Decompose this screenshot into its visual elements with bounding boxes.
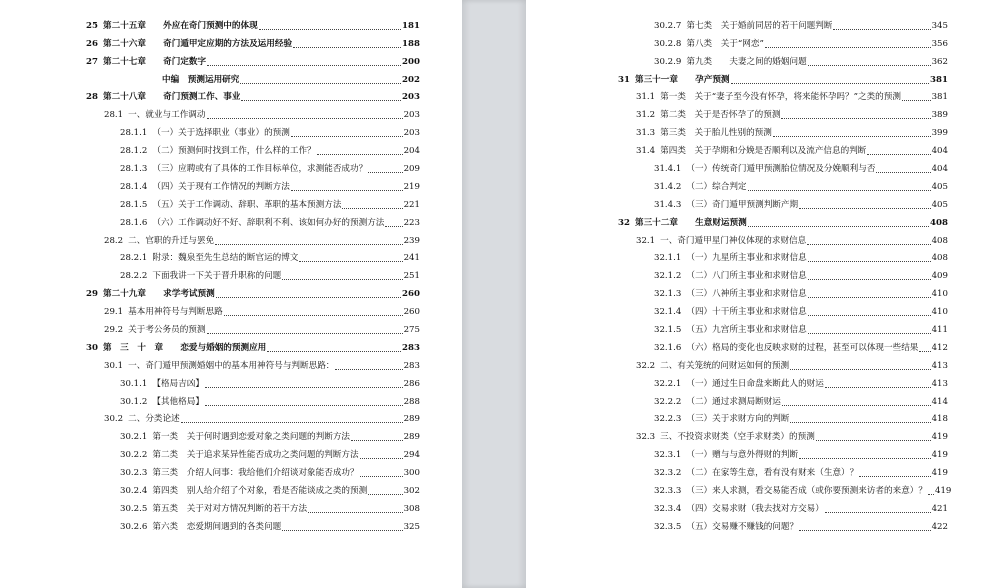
toc-dot-leader <box>833 20 930 30</box>
toc-entry-title: （四）关于现有工作情况的判断方法 <box>152 181 290 192</box>
toc-entry-number: 32.3.5 <box>654 521 682 532</box>
toc-entry[interactable] <box>86 193 420 211</box>
toc-page-left <box>0 0 462 588</box>
toc-entry[interactable] <box>86 425 420 443</box>
toc-entry-number: 31.1 <box>636 92 656 103</box>
toc-entry-number: 28.1.6 <box>120 217 148 228</box>
toc-entry-title: （五）交易赚不赚钱的问题？ <box>686 521 799 532</box>
toc-entry[interactable] <box>86 139 420 157</box>
toc-dot-leader <box>825 503 931 513</box>
toc-dot-leader <box>731 74 930 84</box>
toc-entry[interactable] <box>86 264 420 282</box>
toc-entry[interactable] <box>618 282 948 300</box>
toc-dot-leader <box>368 485 402 495</box>
toc-entry[interactable] <box>618 14 948 32</box>
toc-entry-page-number: 239 <box>403 235 420 246</box>
toc-entry-page-number: 412 <box>931 342 948 353</box>
toc-entry-title: 第三十二章 生意财运预测 <box>634 217 747 228</box>
toc-entry-number: 28.2.2 <box>120 271 148 282</box>
toc-entry-title: 第三类 介绍人问事：我给他们介绍谈对象能否成功？ <box>152 468 359 479</box>
toc-dot-leader <box>928 485 934 495</box>
toc-entry-page-number: 410 <box>931 307 948 318</box>
toc-entry[interactable] <box>618 318 948 336</box>
toc-entry-page-number: 209 <box>403 164 420 175</box>
toc-dot-leader <box>351 431 403 441</box>
toc-entry-number: 32.2 <box>636 360 656 371</box>
toc-entry-number: 29 <box>86 289 98 300</box>
toc-entry-number: 28.2 <box>104 235 124 246</box>
toc-entry-page-number: 411 <box>931 325 948 336</box>
toc-dot-leader <box>181 413 403 423</box>
toc-entry[interactable] <box>618 354 948 372</box>
toc-entry-page-number: 288 <box>403 396 420 407</box>
toc-entry-title: 第二十八章 奇门预测工作、事业 <box>102 92 241 103</box>
toc-entry[interactable] <box>86 282 420 300</box>
toc-entry-title: 一、就业与工作调动 <box>128 110 206 121</box>
toc-entry-number: 32.3.4 <box>654 503 682 514</box>
toc-entry-title: 三、不投资求财类（空手求财类）的预测 <box>660 432 815 443</box>
toc-entry-number: 29.2 <box>104 325 124 336</box>
toc-entry-number: 32.1.3 <box>654 289 682 300</box>
toc-dot-leader <box>216 288 401 298</box>
toc-entry[interactable] <box>86 32 420 50</box>
toc-entry-number: 25 <box>86 20 98 31</box>
toc-entry-number: 30.2.3 <box>120 468 148 479</box>
toc-entry-title: 关于考公务员的预测 <box>128 325 206 336</box>
toc-entry-page-number: 408 <box>931 235 948 246</box>
toc-entry-number: 30.2.6 <box>120 521 148 532</box>
toc-entry-page-number: 241 <box>403 253 420 264</box>
toc-entry-number: 32.1.4 <box>654 307 682 318</box>
toc-entry[interactable] <box>86 175 420 193</box>
toc-entry-title: （一）九星所主事业和求财信息 <box>686 253 807 264</box>
toc-entry[interactable] <box>86 354 420 372</box>
toc-dot-leader <box>799 449 931 459</box>
toc-entry-title: 第二十五章 外应在奇门预测中的体现 <box>102 20 258 31</box>
toc-entry-title: （三）奇门遁甲预测判断产期 <box>686 199 799 210</box>
toc-entry[interactable] <box>618 479 952 497</box>
toc-entry-title: 中编 预测运用研究 <box>162 74 240 85</box>
toc-entry-title: （二）综合判定 <box>686 181 747 192</box>
toc-entry-number: 28.1 <box>104 110 124 121</box>
toc-entry-number: 28.1.5 <box>120 199 148 210</box>
toc-entry-page-number: 413 <box>931 378 948 389</box>
toc-entry[interactable] <box>618 86 948 104</box>
toc-entry-title: （六）工作调动好不好、辞职利不利、该如何办好的预测方法 <box>152 217 385 228</box>
toc-entry-title: 第三类 关于胎儿性别的预测 <box>660 128 772 139</box>
toc-dot-leader <box>308 503 403 513</box>
toc-entry-title: （六）格局的变化也反映求财的过程，甚至可以体现一些结果 <box>686 342 919 353</box>
toc-entry[interactable] <box>86 336 420 354</box>
toc-entry-title: 第九类 夫妻之间的婚姻问题 <box>686 56 807 67</box>
toc-entry-title: 第二十六章 奇门遁甲定应期的方法及运用经验 <box>102 38 293 49</box>
toc-entry[interactable] <box>618 408 948 426</box>
toc-entry[interactable] <box>86 443 420 461</box>
toc-entry-title: 二、分类论述 <box>128 414 180 425</box>
toc-entry-title: （四）十干所主事业和求财信息 <box>686 307 807 318</box>
toc-dot-leader <box>808 288 931 298</box>
toc-dot-leader <box>360 449 403 459</box>
toc-entry-number: 30.1.2 <box>120 396 148 407</box>
toc-entry-title: 第六类 恋爱期间遇到的各类问题 <box>152 521 282 532</box>
toc-dot-leader <box>291 181 403 191</box>
toc-entry-title: 一、奇门遁甲预测婚姻中的基本用神符号与判断思路： <box>128 360 335 371</box>
toc-entry-title: 第二十九章 求学考试预测 <box>102 289 215 300</box>
toc-dot-leader <box>282 270 402 280</box>
toc-entry-number: 31.4 <box>636 146 656 157</box>
toc-entry[interactable] <box>618 461 948 479</box>
toc-entry-page-number: 251 <box>403 271 420 282</box>
toc-dot-leader <box>205 378 403 388</box>
toc-entry-page-number: 345 <box>931 20 948 31</box>
toc-entry-page-number: 356 <box>931 38 948 49</box>
toc-dot-leader <box>291 127 403 137</box>
toc-dot-leader <box>790 360 931 370</box>
toc-entry[interactable] <box>86 372 420 390</box>
toc-dot-leader <box>808 270 931 280</box>
toc-entry-number: 30.2.8 <box>654 38 682 49</box>
toc-entry-title: 【其他格局】 <box>152 396 204 407</box>
toc-entry-page-number: 413 <box>931 360 948 371</box>
toc-dot-leader <box>765 38 931 48</box>
toc-entry[interactable] <box>618 300 948 318</box>
toc-entry-number: 32.3.1 <box>654 450 682 461</box>
toc-dot-leader <box>748 181 931 191</box>
toc-entry-page-number: 408 <box>930 217 948 228</box>
toc-entry[interactable] <box>618 175 948 193</box>
toc-dot-leader <box>342 199 402 209</box>
toc-dot-leader <box>205 396 403 406</box>
toc-entry-title: 第二类 关于追求某异性能否成功之类问题的判断方法 <box>152 450 359 461</box>
toc-entry-title: 一、奇门遁甲星门神仪体现的求财信息 <box>660 235 807 246</box>
toc-entry-title: （二）在家等生意，看有没有财来（生意）？ <box>686 468 859 479</box>
toc-entry-title: 二、官职的升迁与罢免 <box>128 235 215 246</box>
toc-entry-page-number: 381 <box>931 92 948 103</box>
toc-entry[interactable] <box>618 32 948 50</box>
toc-entry-number: 30.2.4 <box>120 486 148 497</box>
toc-dot-leader <box>224 306 403 316</box>
toc-entry-page-number: 219 <box>403 181 420 192</box>
toc-entry-page-number: 181 <box>402 20 420 31</box>
toc-dot-leader <box>859 467 930 477</box>
toc-entry[interactable] <box>618 264 948 282</box>
toc-entry-title: （三）八神所主事业和求财信息 <box>686 289 807 300</box>
toc-entry-page-number: 381 <box>930 74 948 85</box>
toc-entry-page-number: 419 <box>931 468 948 479</box>
toc-entry[interactable] <box>86 300 420 318</box>
toc-dot-leader <box>902 91 931 101</box>
toc-dot-leader <box>808 252 931 262</box>
toc-entry-page-number: 419 <box>931 450 948 461</box>
toc-entry-number: 31.2 <box>636 110 656 121</box>
toc-dot-leader <box>207 324 403 334</box>
toc-dot-leader <box>773 127 931 137</box>
toc-entry-number: 30.2.1 <box>120 432 148 443</box>
toc-dot-leader <box>825 378 931 388</box>
toc-entry-number: 32.1 <box>636 235 656 246</box>
toc-entry-number: 28.1.1 <box>120 128 148 139</box>
toc-entry-title: 第 三 十 章 恋爱与婚姻的预测应用 <box>102 342 267 353</box>
toc-entry[interactable] <box>618 68 948 86</box>
toc-entry-title: （一）赠与与意外得财的判断 <box>686 450 799 461</box>
toc-entry-page-number: 221 <box>403 199 420 210</box>
toc-entry-title: 第七类 关于婚前同居的若干问题判断 <box>686 20 833 31</box>
toc-dot-leader <box>267 342 401 352</box>
toc-entry-number: 30.2.2 <box>120 450 148 461</box>
toc-dot-leader <box>317 145 403 155</box>
toc-entry[interactable] <box>86 50 420 68</box>
toc-entry-number: 28.1.3 <box>120 164 148 175</box>
toc-entry-title: （一）传统奇门遁甲预测胎位情况及分娩顺利与否 <box>686 164 876 175</box>
toc-entry-title: （二）预测何时找到工作，什么样的工作？ <box>152 146 316 157</box>
toc-entry[interactable] <box>618 336 948 354</box>
toc-entry[interactable] <box>86 318 420 336</box>
toc-dot-leader <box>919 342 930 352</box>
toc-entry-number: 32.2.2 <box>654 396 682 407</box>
toc-entry-number: 30 <box>86 342 98 353</box>
toc-entry-page-number: 300 <box>403 468 420 479</box>
toc-dot-leader <box>385 217 402 227</box>
toc-entry-number: 32.1.5 <box>654 325 682 336</box>
toc-entry[interactable] <box>618 229 948 247</box>
toc-entry-title: 基本用神符号与判断思路 <box>128 307 223 318</box>
toc-entry-title: （二）八门所主事业和求财信息 <box>686 271 807 282</box>
toc-entry[interactable] <box>86 86 420 104</box>
toc-entry-page-number: 283 <box>402 342 420 353</box>
toc-entry-page-number: 275 <box>403 325 420 336</box>
toc-entry-page-number: 419 <box>934 486 952 497</box>
toc-dot-leader <box>807 235 930 245</box>
toc-entry-page-number: 223 <box>403 217 420 228</box>
toc-dot-leader <box>293 38 401 48</box>
toc-entry-title: 第二类 关于是否怀孕了的预测 <box>660 110 781 121</box>
toc-entry-page-number: 404 <box>931 164 948 175</box>
toc-entry-number: 32.1.2 <box>654 271 682 282</box>
toc-entry-page-number: 405 <box>931 181 948 192</box>
toc-entry-number: 30.1.1 <box>120 378 148 389</box>
toc-dot-leader <box>368 163 402 173</box>
toc-entry[interactable] <box>86 497 420 515</box>
toc-entry-title: （三）应聘或有了具体的工作目标单位，求测能否成功？ <box>152 164 368 175</box>
toc-dot-leader <box>816 431 931 441</box>
toc-dot-leader <box>335 360 402 370</box>
toc-entry-page-number: 260 <box>403 307 420 318</box>
toc-dot-leader <box>782 396 931 406</box>
toc-entry-title: （五）关于工作调动、辞职、革职的基本预测方法 <box>152 199 342 210</box>
toc-entry-number: 32.3 <box>636 432 656 443</box>
toc-entry-number: 29.1 <box>104 307 124 318</box>
toc-entry-title: 第一类 关于“妻子至今没有怀孕，将来能怀孕吗？”之类的预测 <box>660 92 901 103</box>
toc-dot-leader <box>282 521 402 531</box>
toc-entry-title: 附录：魏泉至先生总结的断官运的博文 <box>152 253 299 264</box>
toc-page-right <box>526 0 988 588</box>
toc-dot-leader <box>240 74 401 84</box>
toc-entry-page-number: 203 <box>403 110 420 121</box>
toc-entry-title: 第一类 关于何时遇到恋爱对象之类问题的判断方法 <box>152 432 351 443</box>
toc-entry-page-number: 283 <box>403 360 420 371</box>
toc-entry[interactable] <box>618 50 948 68</box>
toc-entry-number: 28.1.2 <box>120 146 148 157</box>
toc-dot-leader <box>748 217 929 227</box>
toc-entry-title: （三）关于求财方向的判断 <box>686 414 790 425</box>
toc-entry[interactable] <box>618 443 948 461</box>
toc-entry-page-number: 204 <box>403 146 420 157</box>
toc-dot-leader <box>360 467 403 477</box>
toc-dot-leader <box>790 413 930 423</box>
toc-entry-page-number: 203 <box>403 128 420 139</box>
toc-entry[interactable] <box>618 390 948 408</box>
toc-entry-page-number: 389 <box>931 110 948 121</box>
toc-dot-leader <box>799 199 931 209</box>
toc-dot-leader <box>299 252 402 262</box>
toc-entry-page-number: 286 <box>403 378 420 389</box>
toc-entry-page-number: 188 <box>402 38 420 49</box>
toc-dot-leader <box>808 56 931 66</box>
toc-entry[interactable] <box>86 229 420 247</box>
toc-entry[interactable] <box>618 497 948 515</box>
toc-entry-page-number: 421 <box>931 503 948 514</box>
toc-entry-number: 30.2.5 <box>120 503 148 514</box>
toc-entry-title: 第八类 关于“网恋” <box>686 38 764 49</box>
toc-entry-number: 32.3.2 <box>654 468 682 479</box>
toc-dot-leader <box>241 91 401 101</box>
toc-entry-number: 30.2.7 <box>654 20 682 31</box>
toc-entry[interactable] <box>86 390 420 408</box>
toc-entry-page-number: 294 <box>403 450 420 461</box>
toc-entry-title: 第四类 关于孕期和分娩是否顺利以及流产信息的判断 <box>660 146 867 157</box>
toc-entry-number: 31.4.2 <box>654 181 682 192</box>
toc-entry-title: （四）交易求财（我去找对方交易） <box>686 503 824 514</box>
toc-entry-number: 31.4.1 <box>654 164 682 175</box>
toc-entry[interactable] <box>618 121 948 139</box>
toc-dot-leader <box>259 20 401 30</box>
toc-entry-number: 26 <box>86 38 98 49</box>
toc-entry-title: （一）关于选择职业（事业）的预测 <box>152 128 290 139</box>
toc-entry-page-number: 405 <box>931 199 948 210</box>
toc-entry-page-number: 408 <box>931 253 948 264</box>
toc-entry-page-number: 308 <box>403 503 420 514</box>
toc-entry[interactable] <box>86 68 420 86</box>
toc-entry-title: （一）通过生日命盘来断此人的财运 <box>686 378 824 389</box>
toc-dot-leader <box>207 56 401 66</box>
toc-entry-page-number: 203 <box>402 92 420 103</box>
toc-entry-title: 第四类 别人给介绍了个对象，看是否能谈成之类的预测 <box>152 486 368 497</box>
toc-entry[interactable] <box>86 211 420 229</box>
toc-entry[interactable] <box>86 479 420 497</box>
toc-entry[interactable] <box>618 425 948 443</box>
toc-dot-leader <box>781 109 930 119</box>
toc-entry-page-number: 289 <box>403 414 420 425</box>
toc-entry[interactable] <box>86 247 420 265</box>
toc-entry[interactable] <box>618 372 948 390</box>
toc-dot-leader <box>808 306 931 316</box>
toc-entry[interactable] <box>618 139 948 157</box>
toc-entry-number: 31 <box>618 74 630 85</box>
toc-entry[interactable] <box>86 157 420 175</box>
toc-entry-number: 28.2.1 <box>120 253 148 264</box>
toc-entry[interactable] <box>86 103 420 121</box>
toc-entry-page-number: 404 <box>931 146 948 157</box>
toc-entry[interactable] <box>86 515 420 533</box>
toc-entry-title: （三）来人求测，看交易能否成（或你要预测来访者的来意）？ <box>686 486 927 497</box>
toc-entry-title: 第二十七章 奇门定数字 <box>102 56 207 67</box>
toc-entry[interactable] <box>618 515 948 533</box>
toc-entry-page-number: 409 <box>931 271 948 282</box>
toc-dot-leader <box>876 163 930 173</box>
toc-entry-number: 30.1 <box>104 360 124 371</box>
toc-entry[interactable] <box>86 14 420 32</box>
toc-entry-number: 32 <box>618 217 630 228</box>
toc-entry-number: 32.1.6 <box>654 342 682 353</box>
toc-entry-title: （五）九宫所主事业和求财信息 <box>686 325 807 336</box>
toc-entry-number: 30.2.9 <box>654 56 682 67</box>
toc-entry-page-number: 418 <box>931 414 948 425</box>
toc-entry-page-number: 419 <box>931 432 948 443</box>
toc-entry-number: 31.3 <box>636 128 656 139</box>
toc-entry-number: 32.3.3 <box>654 486 682 497</box>
toc-entry-number: 27 <box>86 56 98 67</box>
toc-entry-number: 32.2.3 <box>654 414 682 425</box>
toc-dot-leader <box>799 521 931 531</box>
toc-entry[interactable] <box>86 408 420 426</box>
toc-entry-title: 【格局吉凶】 <box>152 378 204 389</box>
toc-entry-page-number: 362 <box>931 56 948 67</box>
toc-entry[interactable] <box>618 103 948 121</box>
toc-entry-page-number: 325 <box>403 521 420 532</box>
toc-entry-number: 28.1.4 <box>120 181 148 192</box>
toc-entry-page-number: 260 <box>402 289 420 300</box>
toc-entry[interactable] <box>86 461 420 479</box>
toc-entry-number: 28 <box>86 92 98 103</box>
toc-entry-page-number: 202 <box>402 74 420 85</box>
toc-entry[interactable] <box>618 247 948 265</box>
toc-entry-title: 二、有关笼统的问财运如何的预测 <box>660 360 790 371</box>
toc-entry[interactable] <box>86 121 420 139</box>
toc-entry-number: 32.2.1 <box>654 378 682 389</box>
page-gutter <box>462 0 526 588</box>
toc-entry[interactable] <box>618 211 948 229</box>
toc-entry-title: 下面我讲一下关于晋升职称的问题 <box>152 271 282 282</box>
toc-entry-page-number: 414 <box>931 396 948 407</box>
toc-dot-leader <box>207 109 403 119</box>
toc-entry-page-number: 422 <box>931 521 948 532</box>
toc-entry-number: 30.2 <box>104 414 124 425</box>
toc-entry-page-number: 410 <box>931 289 948 300</box>
toc-entry-title: 第五类 关于对对方情况判断的若干方法 <box>152 503 308 514</box>
toc-entry[interactable] <box>618 157 948 175</box>
toc-entry-title: 第三十一章 孕产预测 <box>634 74 730 85</box>
toc-entry-title: （二）通过求测局断财运 <box>686 396 781 407</box>
toc-dot-leader <box>215 235 403 245</box>
toc-entry-number: 31.4.3 <box>654 199 682 210</box>
toc-entry-page-number: 399 <box>931 128 948 139</box>
toc-entry-page-number: 200 <box>402 56 420 67</box>
toc-dot-leader <box>808 324 931 334</box>
toc-entry[interactable] <box>618 193 948 211</box>
toc-entry-page-number: 302 <box>403 486 420 497</box>
toc-entry-page-number: 289 <box>403 432 420 443</box>
toc-dot-leader <box>867 145 930 155</box>
toc-entry-number: 32.1.1 <box>654 253 682 264</box>
